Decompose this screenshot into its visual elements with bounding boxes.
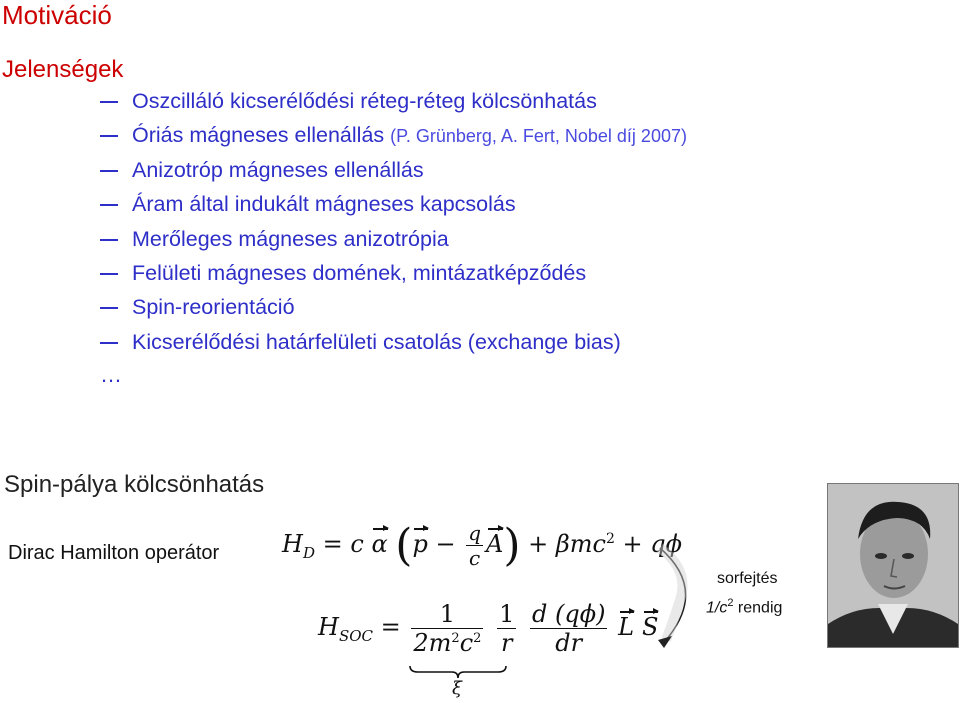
dash-bullet-icon bbox=[100, 239, 118, 241]
dash-bullet-icon bbox=[100, 101, 118, 103]
curved-arrow-icon bbox=[650, 540, 710, 650]
list-item: Áram által indukált mágneses kapcsolás bbox=[100, 187, 687, 221]
citation: (P. Grünberg, A. Fert, Nobel díj 2007) bbox=[390, 126, 687, 147]
expansion-label: sorfejtés bbox=[717, 570, 778, 587]
dash-bullet-icon bbox=[100, 307, 118, 309]
dirac-label: Dirac Hamilton operátor bbox=[8, 542, 220, 564]
section-heading-phenomena: Jelenségek bbox=[2, 56, 124, 83]
list-item: Spin-reorientáció bbox=[100, 290, 687, 324]
list-item: Merőleges mágneses anizotrópia bbox=[100, 222, 687, 256]
dash-bullet-icon bbox=[100, 135, 118, 137]
list-item: Óriás mágneses ellenállás (P. Grünberg, A. Fert, Nobel díj 2007) bbox=[100, 118, 687, 152]
portrait-photo bbox=[827, 483, 959, 648]
dash-bullet-icon bbox=[100, 204, 118, 206]
list-item: Oszcilláló kicserélődési réteg-réteg kölcsönhatás bbox=[100, 84, 687, 118]
dash-bullet-icon bbox=[100, 170, 118, 172]
expansion-order-label: $1/c^2$ rendig bbox=[706, 597, 783, 617]
dash-bullet-icon bbox=[100, 342, 118, 344]
xi-symbol: ξ bbox=[452, 678, 462, 699]
slide-title: Motiváció bbox=[2, 0, 112, 30]
dirac-equation: $H_D = c$ α (p − $\frac{q}{c}$ A) + βmc$^2$ + qϕ bbox=[282, 520, 683, 571]
section-heading-spin-orbit: Spin-pálya kölcsönhatás bbox=[4, 471, 265, 498]
list-item: Felületi mágneses domének, mintázatképződés bbox=[100, 256, 687, 290]
phenomena-list bbox=[100, 84, 687, 359]
ellipsis: … bbox=[100, 362, 122, 387]
dash-bullet-icon bbox=[100, 273, 118, 275]
list-item: Anizotróp mágneses ellenállás bbox=[100, 153, 687, 187]
soc-equation: $H_{SOC}$ = $\frac{1}{2m^2c^2}$ $\frac{1}{r}$ $\frac{d (q\phi)}{dr}$ L S bbox=[318, 600, 659, 657]
list-item: Kicserélődési határfelületi csatolás (exchange bias) bbox=[100, 325, 687, 359]
